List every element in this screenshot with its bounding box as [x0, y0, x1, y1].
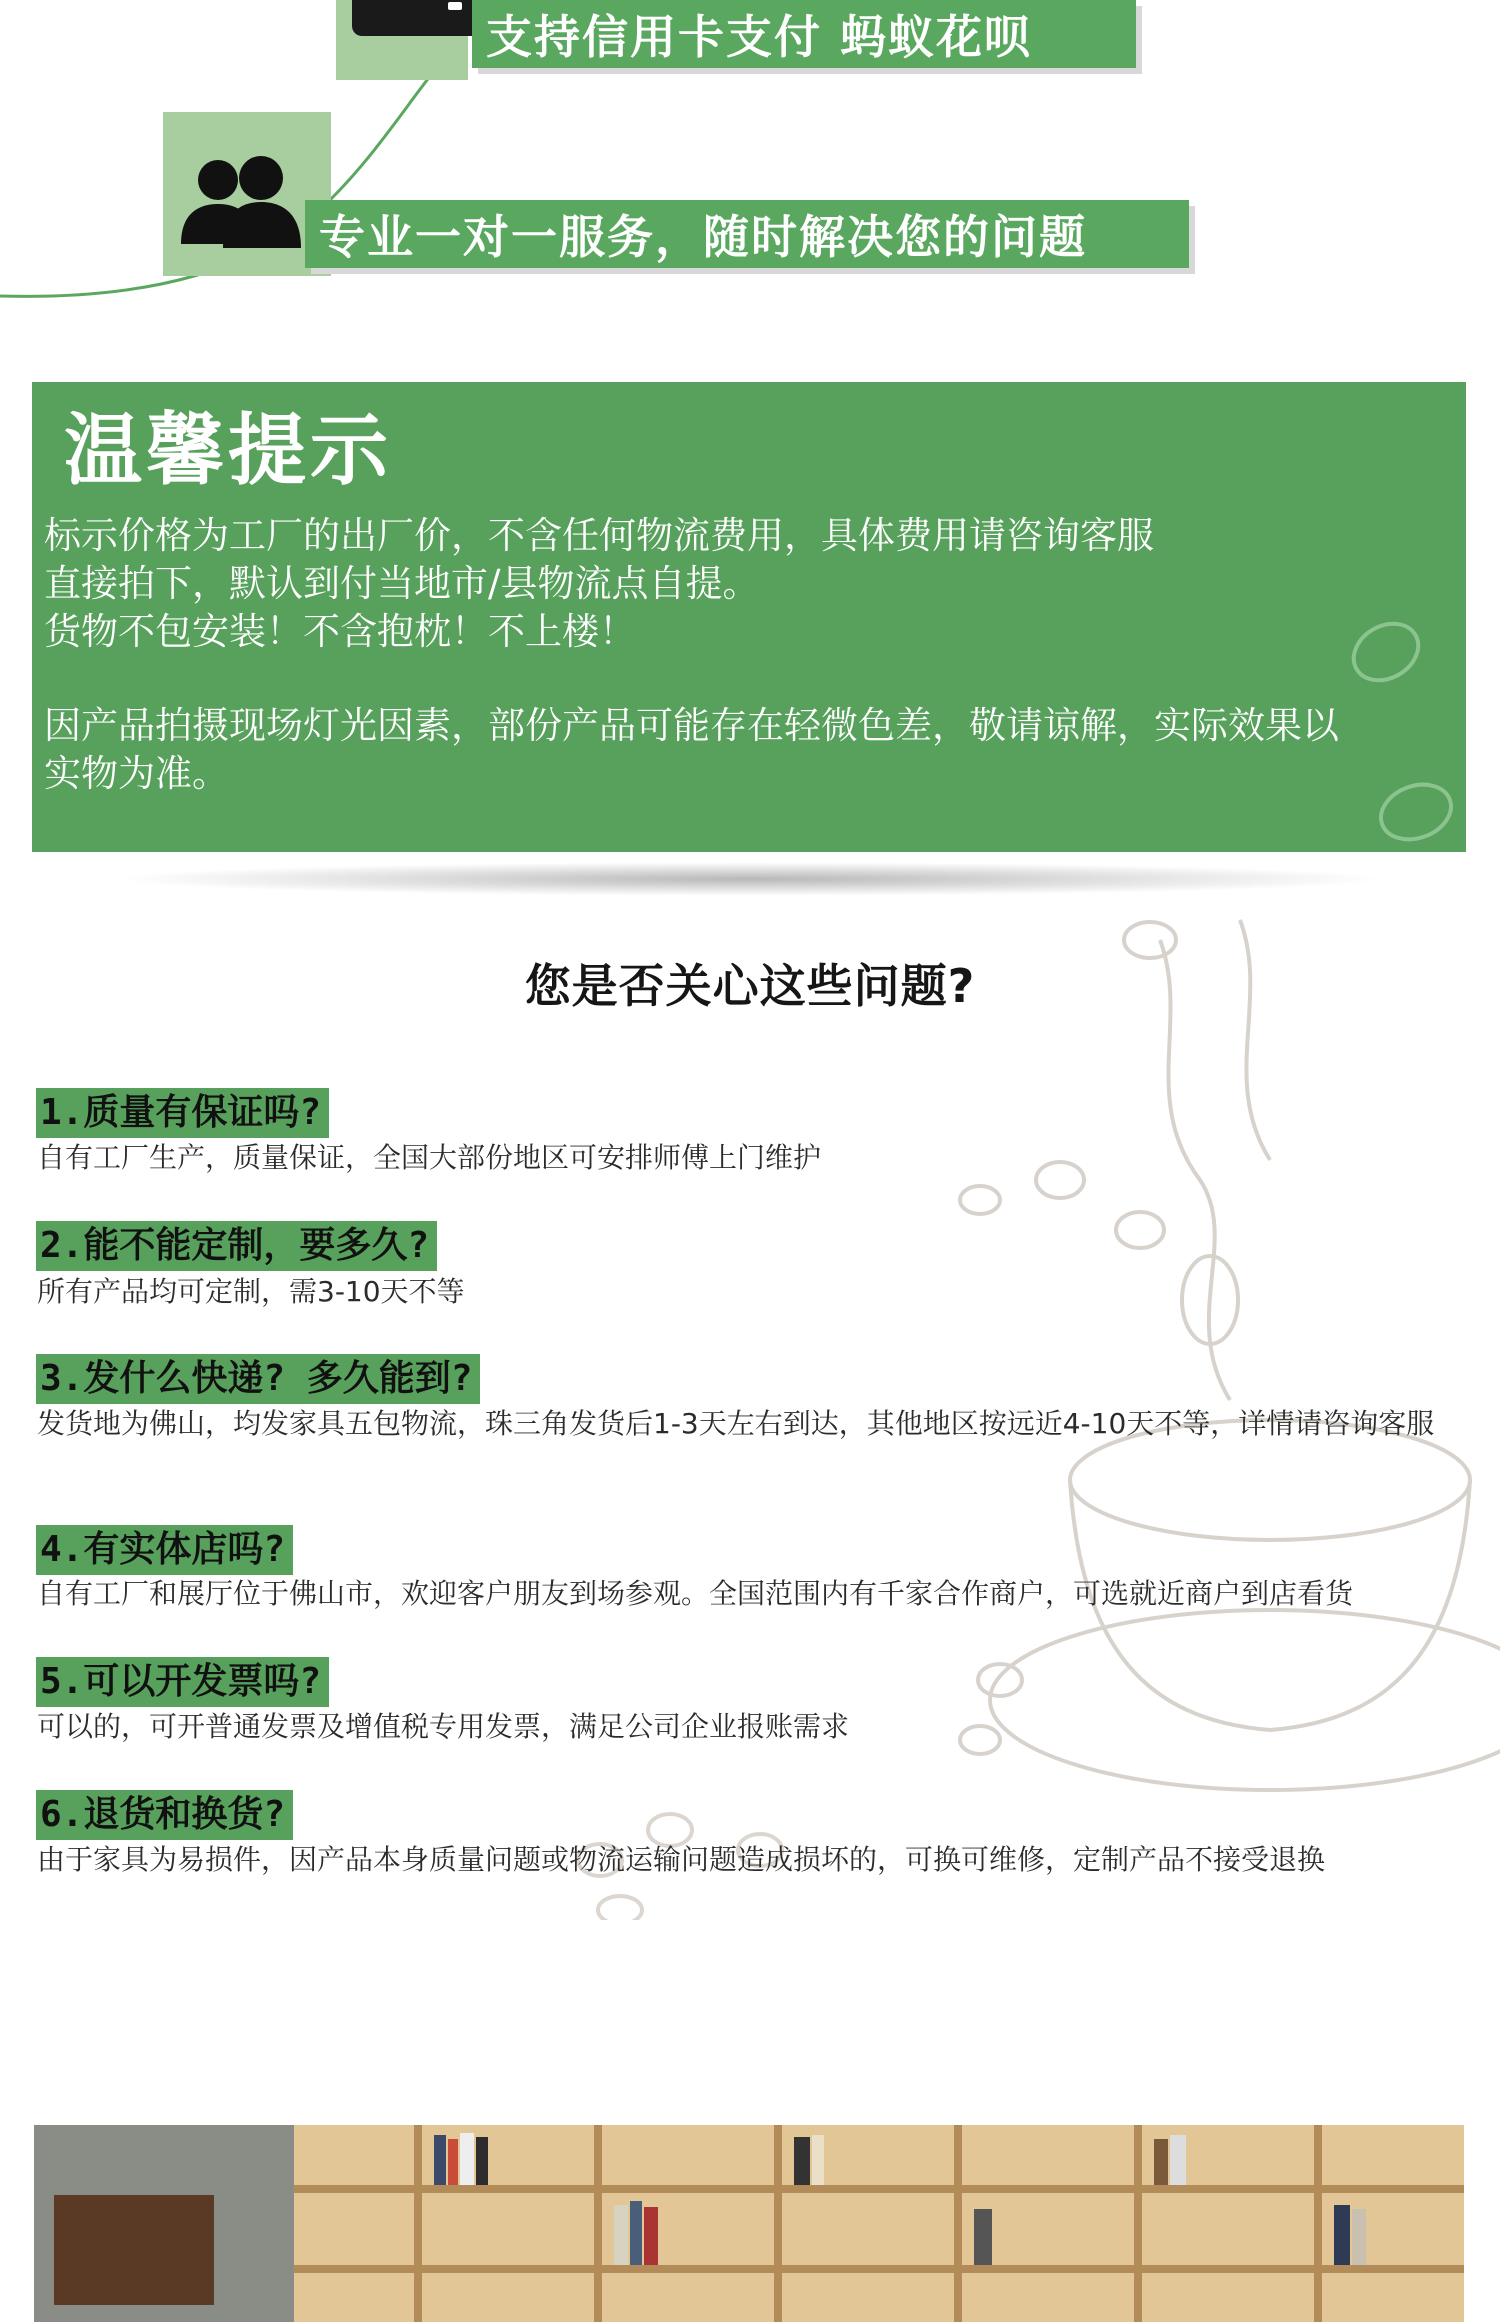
faq-answer-5: 可以的，可开普通发票及增值税专用发票，满足公司企业报账需求 [37, 1710, 850, 1743]
notice-title: 温馨提示 [64, 406, 393, 496]
bookshelf-image [34, 2125, 1464, 2322]
service-feature-bar [305, 200, 1189, 268]
faq-answer-6: 由于家具为易损件，因产品本身质量问题或物流运输问题造成损坏的，可换可维修，定制产品不接受退换 [37, 1843, 1326, 1876]
notice-line-4: 因产品拍摄现场灯光因素，部份产品可能存在轻微色差，敬请谅解，实际效果以 [44, 704, 1339, 747]
showroom-photo [34, 2125, 1464, 2322]
card-icon-box [336, 0, 468, 80]
notice-line-3: 货物不包安装！不含抱枕！不上楼！ [44, 610, 636, 653]
notice-line-2: 直接拍下，默认到付当地市/县物流点自提。 [44, 562, 760, 605]
faq-answer-4: 自有工厂和展厅位于佛山市，欢迎客户朋友到场参观。全国范围内有千家合作商户，可选就近商户到店看货 [37, 1577, 1354, 1610]
faq-question-2: 2.能不能定制，要多久? [36, 1221, 437, 1271]
faq-question-3: 3.发什么快递? 多久能到? [36, 1354, 480, 1404]
faq-answer-2: 所有产品均可定制，需3-10天不等 [37, 1275, 465, 1308]
notice-line-5: 实物为准。 [44, 752, 229, 795]
faq-question-6: 6.退货和换货? [36, 1790, 293, 1840]
notice-panel [32, 382, 1466, 852]
notice-line-1: 标示价格为工厂的出厂价，不含任何物流费用，具体费用请咨询客服 [44, 514, 1154, 557]
faq-question-4: 4.有实体店吗? [36, 1525, 293, 1575]
users-icon [173, 152, 303, 252]
faq-question-5: 5.可以开发票吗? [36, 1657, 329, 1707]
faq-answer-1: 自有工厂生产，质量保证，全国大部份地区可安排师傅上门维护 [37, 1141, 822, 1174]
faq-heading: 您是否关心这些问题? [524, 959, 976, 1013]
service-feature-text: 专业一对一服务，随时解决您的问题 [319, 210, 1087, 264]
payment-feature-text: 支持信用卡支付 蚂蚁花呗 [486, 10, 1033, 64]
payment-feature-bar [472, 0, 1136, 68]
faq-answer-3: 发货地为佛山，均发家具五包物流，珠三角发货后1-3天左右到达，其他地区按远近4-10天不等，详情请咨询客服 [37, 1407, 1435, 1440]
faq-question-1: 1.质量有保证吗? [36, 1088, 329, 1138]
panel-shadow [110, 862, 1390, 896]
credit-card-icon [352, 0, 482, 36]
